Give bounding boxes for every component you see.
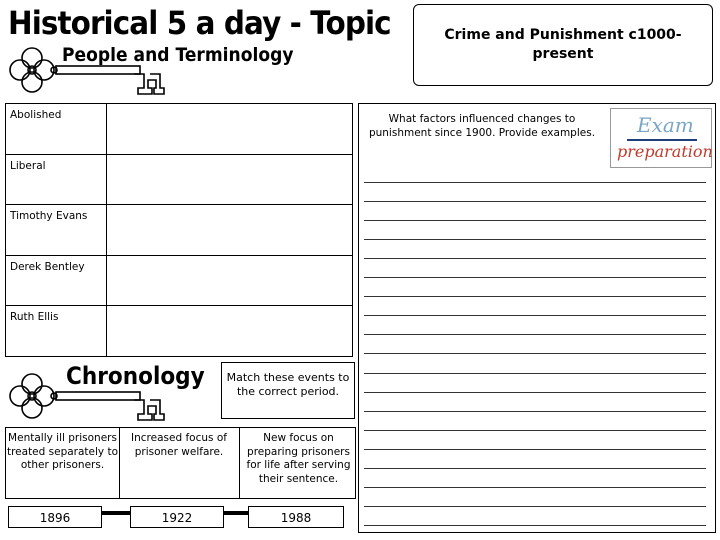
answer-line[interactable] [364,487,706,488]
exam-badge-top: Exam [637,113,694,137]
definition-field[interactable] [107,306,352,357]
year-box[interactable]: 1922 [130,506,224,528]
term-row [6,104,352,155]
answer-line[interactable] [364,525,706,526]
term-label: Abolished [6,104,107,154]
answer-line[interactable] [364,506,706,507]
answer-line[interactable] [364,392,706,393]
answer-line[interactable] [364,315,706,316]
exam-preparation-badge [610,108,712,168]
definition-field[interactable] [107,155,352,205]
year-box[interactable]: 1896 [8,506,102,528]
answer-line[interactable] [364,449,706,450]
answer-line[interactable] [364,353,706,354]
answer-line[interactable] [364,277,706,278]
definition-field[interactable] [107,104,352,154]
term-row [6,256,352,307]
year-box[interactable]: 1988 [248,506,344,528]
term-label: Timothy Evans [6,205,107,255]
answer-line[interactable] [364,334,706,335]
event-card[interactable]: New focus on preparing prisoners for life after serving their sentence. [246,432,351,485]
term-row [6,205,352,256]
answer-line[interactable] [364,373,706,374]
key-icon [4,42,184,100]
definition-field[interactable] [107,256,352,306]
event-card[interactable]: Mentally ill prisoners treated separately to other prisoners. [6,432,119,471]
answer-line[interactable] [364,182,706,183]
exam-badge-bottom: preparation [617,142,713,161]
unit-title: Crime and Punishment c1000-present [444,27,682,62]
answer-line[interactable] [364,258,706,259]
term-row [6,155,352,206]
chronology-title: Chronology [66,362,205,390]
term-label: Liberal [6,155,107,205]
section-subtitle: People and Terminology [62,44,294,66]
answer-line[interactable] [364,411,706,412]
answer-line[interactable] [364,239,706,240]
answer-line[interactable] [364,430,706,431]
answer-line[interactable] [364,296,706,297]
definition-field[interactable] [107,205,352,255]
divider [239,428,240,498]
answer-line[interactable] [364,468,706,469]
term-label: Derek Bentley [6,256,107,306]
answer-line[interactable] [364,201,706,202]
term-row [6,306,352,357]
exam-question: What factors influenced changes to punishment since 1900. Provide examples. [368,113,596,139]
unit-title-box [413,4,713,86]
exam-badge-underline [627,139,697,141]
answer-line[interactable] [364,220,706,221]
divider [119,428,120,498]
chronology-events [5,427,356,499]
page-title: Historical 5 a day - Topic [8,4,391,42]
terminology-table [5,103,353,357]
chronology-instruction: Match these events to the correct period. [221,362,355,419]
event-card[interactable]: Increased focus of prisoner welfare. [131,432,227,458]
term-label: Ruth Ellis [6,306,107,357]
